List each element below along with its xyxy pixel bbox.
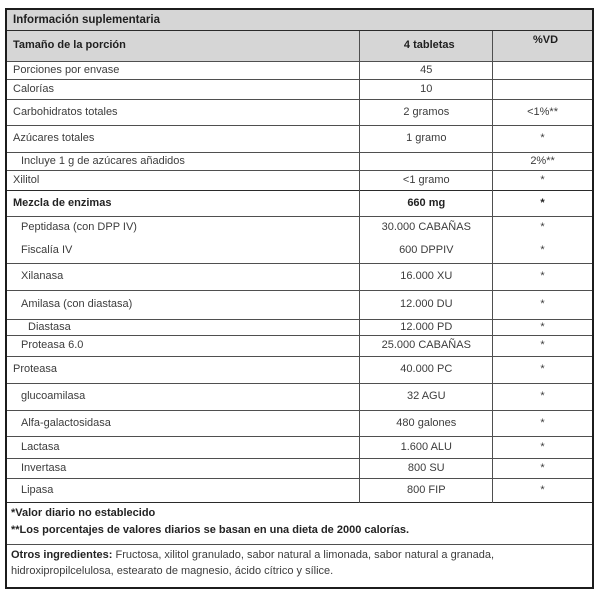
row-label: Peptidasa (con DPP IV) <box>6 217 360 240</box>
row-amount: 660 mg <box>360 191 493 217</box>
table-row <box>6 171 593 191</box>
row-amount: 12.000 DU <box>360 291 493 320</box>
daily-value-header: %VD <box>493 31 593 62</box>
serving-amount-header: 4 tabletas <box>360 31 493 62</box>
table-row-enzyme-blend <box>6 191 593 217</box>
table-row <box>6 126 593 153</box>
row-dv: * <box>493 191 593 217</box>
row-amount: 800 FIP <box>360 479 493 503</box>
row-label: Xilitol <box>6 171 360 191</box>
row-amount: 800 SU <box>360 459 493 479</box>
row-label: Lactasa <box>6 437 360 459</box>
table-title: Información suplementaria <box>6 9 593 31</box>
row-dv <box>493 62 593 80</box>
table-row <box>6 320 593 336</box>
table-row <box>6 437 593 459</box>
row-dv: * <box>493 384 593 411</box>
row-dv: * <box>493 126 593 153</box>
row-dv: * <box>493 239 593 264</box>
row-amount: 16.000 XU <box>360 264 493 291</box>
row-amount: 10 <box>360 80 493 100</box>
row-amount: 600 DPPIV <box>360 239 493 264</box>
table-row <box>6 62 593 80</box>
table-row <box>6 153 593 171</box>
row-dv: * <box>493 320 593 336</box>
row-amount: 25.000 CABAÑAS <box>360 336 493 357</box>
footnotes-cell <box>6 503 593 545</box>
row-dv: * <box>493 336 593 357</box>
row-label: Mezcla de enzimas <box>6 191 360 217</box>
table-row <box>6 459 593 479</box>
row-amount: 480 galones <box>360 411 493 437</box>
row-label: Diastasa <box>6 320 360 336</box>
table-row <box>6 264 593 291</box>
row-dv: <1%** <box>493 100 593 126</box>
row-label: Lipasa <box>6 479 360 503</box>
row-label: Porciones por envase <box>6 62 360 80</box>
serving-size-header: Tamaño de la porción <box>6 31 360 62</box>
other-ingredients-row <box>6 545 593 589</box>
row-label: Amilasa (con diastasa) <box>6 291 360 320</box>
row-dv: 2%** <box>493 153 593 171</box>
row-amount: 45 <box>360 62 493 80</box>
table-row <box>6 384 593 411</box>
row-dv: * <box>493 357 593 384</box>
table-row <box>6 217 593 240</box>
row-dv: * <box>493 437 593 459</box>
row-amount: 1.600 ALU <box>360 437 493 459</box>
row-label: Incluye 1 g de azúcares añadidos <box>6 153 360 171</box>
row-amount: 1 gramo <box>360 126 493 153</box>
row-amount: 2 gramos <box>360 100 493 126</box>
footnote-percent-basis: **Los porcentajes de valores diarios se basan en una dieta de 2000 calorías. <box>11 523 410 536</box>
row-dv: * <box>493 264 593 291</box>
other-ingredients-text: Fructosa, xilitol granulado, sabor natural a limonada, sabor natural a granada, hidroxipropilcelulosa, estearato de magnesio, ácido cítrico y sílice. <box>11 549 495 577</box>
supplement-facts-panel <box>5 8 594 589</box>
row-amount <box>360 153 493 171</box>
row-label: glucoamilasa <box>6 384 360 411</box>
row-label: Xilanasa <box>6 264 360 291</box>
table-row <box>6 239 593 264</box>
other-ingredients-cell <box>6 545 593 589</box>
row-label: Fiscalía IV <box>21 244 73 257</box>
row-amount: 40.000 PC <box>360 357 493 384</box>
footnote-daily-value: *Valor diario no establecido <box>11 507 156 519</box>
row-amount: 30.000 CABAÑAS <box>360 217 493 240</box>
table-row <box>6 479 593 503</box>
row-dv: * <box>493 479 593 503</box>
row-label: Proteasa 6.0 <box>6 336 360 357</box>
row-dv: * <box>493 459 593 479</box>
table-header-row <box>6 31 593 62</box>
row-label: Proteasa <box>6 357 360 384</box>
table-row <box>6 291 593 320</box>
supplement-facts-table <box>5 8 594 589</box>
row-amount: 32 AGU <box>360 384 493 411</box>
row-dv: * <box>493 171 593 191</box>
row-amount: <1 gramo <box>360 171 493 191</box>
other-ingredients-label: Otros ingredientes: <box>11 549 113 561</box>
row-label: Calorías <box>6 80 360 100</box>
footnotes-row <box>6 503 593 545</box>
row-dv: * <box>493 217 593 240</box>
row-label: Azúcares totales <box>6 126 360 153</box>
table-row <box>6 80 593 100</box>
table-title-row <box>6 9 593 31</box>
row-dv: * <box>493 411 593 437</box>
row-amount: 12.000 PD <box>360 320 493 336</box>
row-dv: * <box>493 291 593 320</box>
row-label: Invertasa <box>6 459 360 479</box>
table-row <box>6 357 593 384</box>
table-row <box>6 411 593 437</box>
row-dv <box>493 80 593 100</box>
table-row <box>6 100 593 126</box>
table-row <box>6 336 593 357</box>
row-label: Carbohidratos totales <box>6 100 360 126</box>
row-label: Alfa-galactosidasa <box>6 411 360 437</box>
